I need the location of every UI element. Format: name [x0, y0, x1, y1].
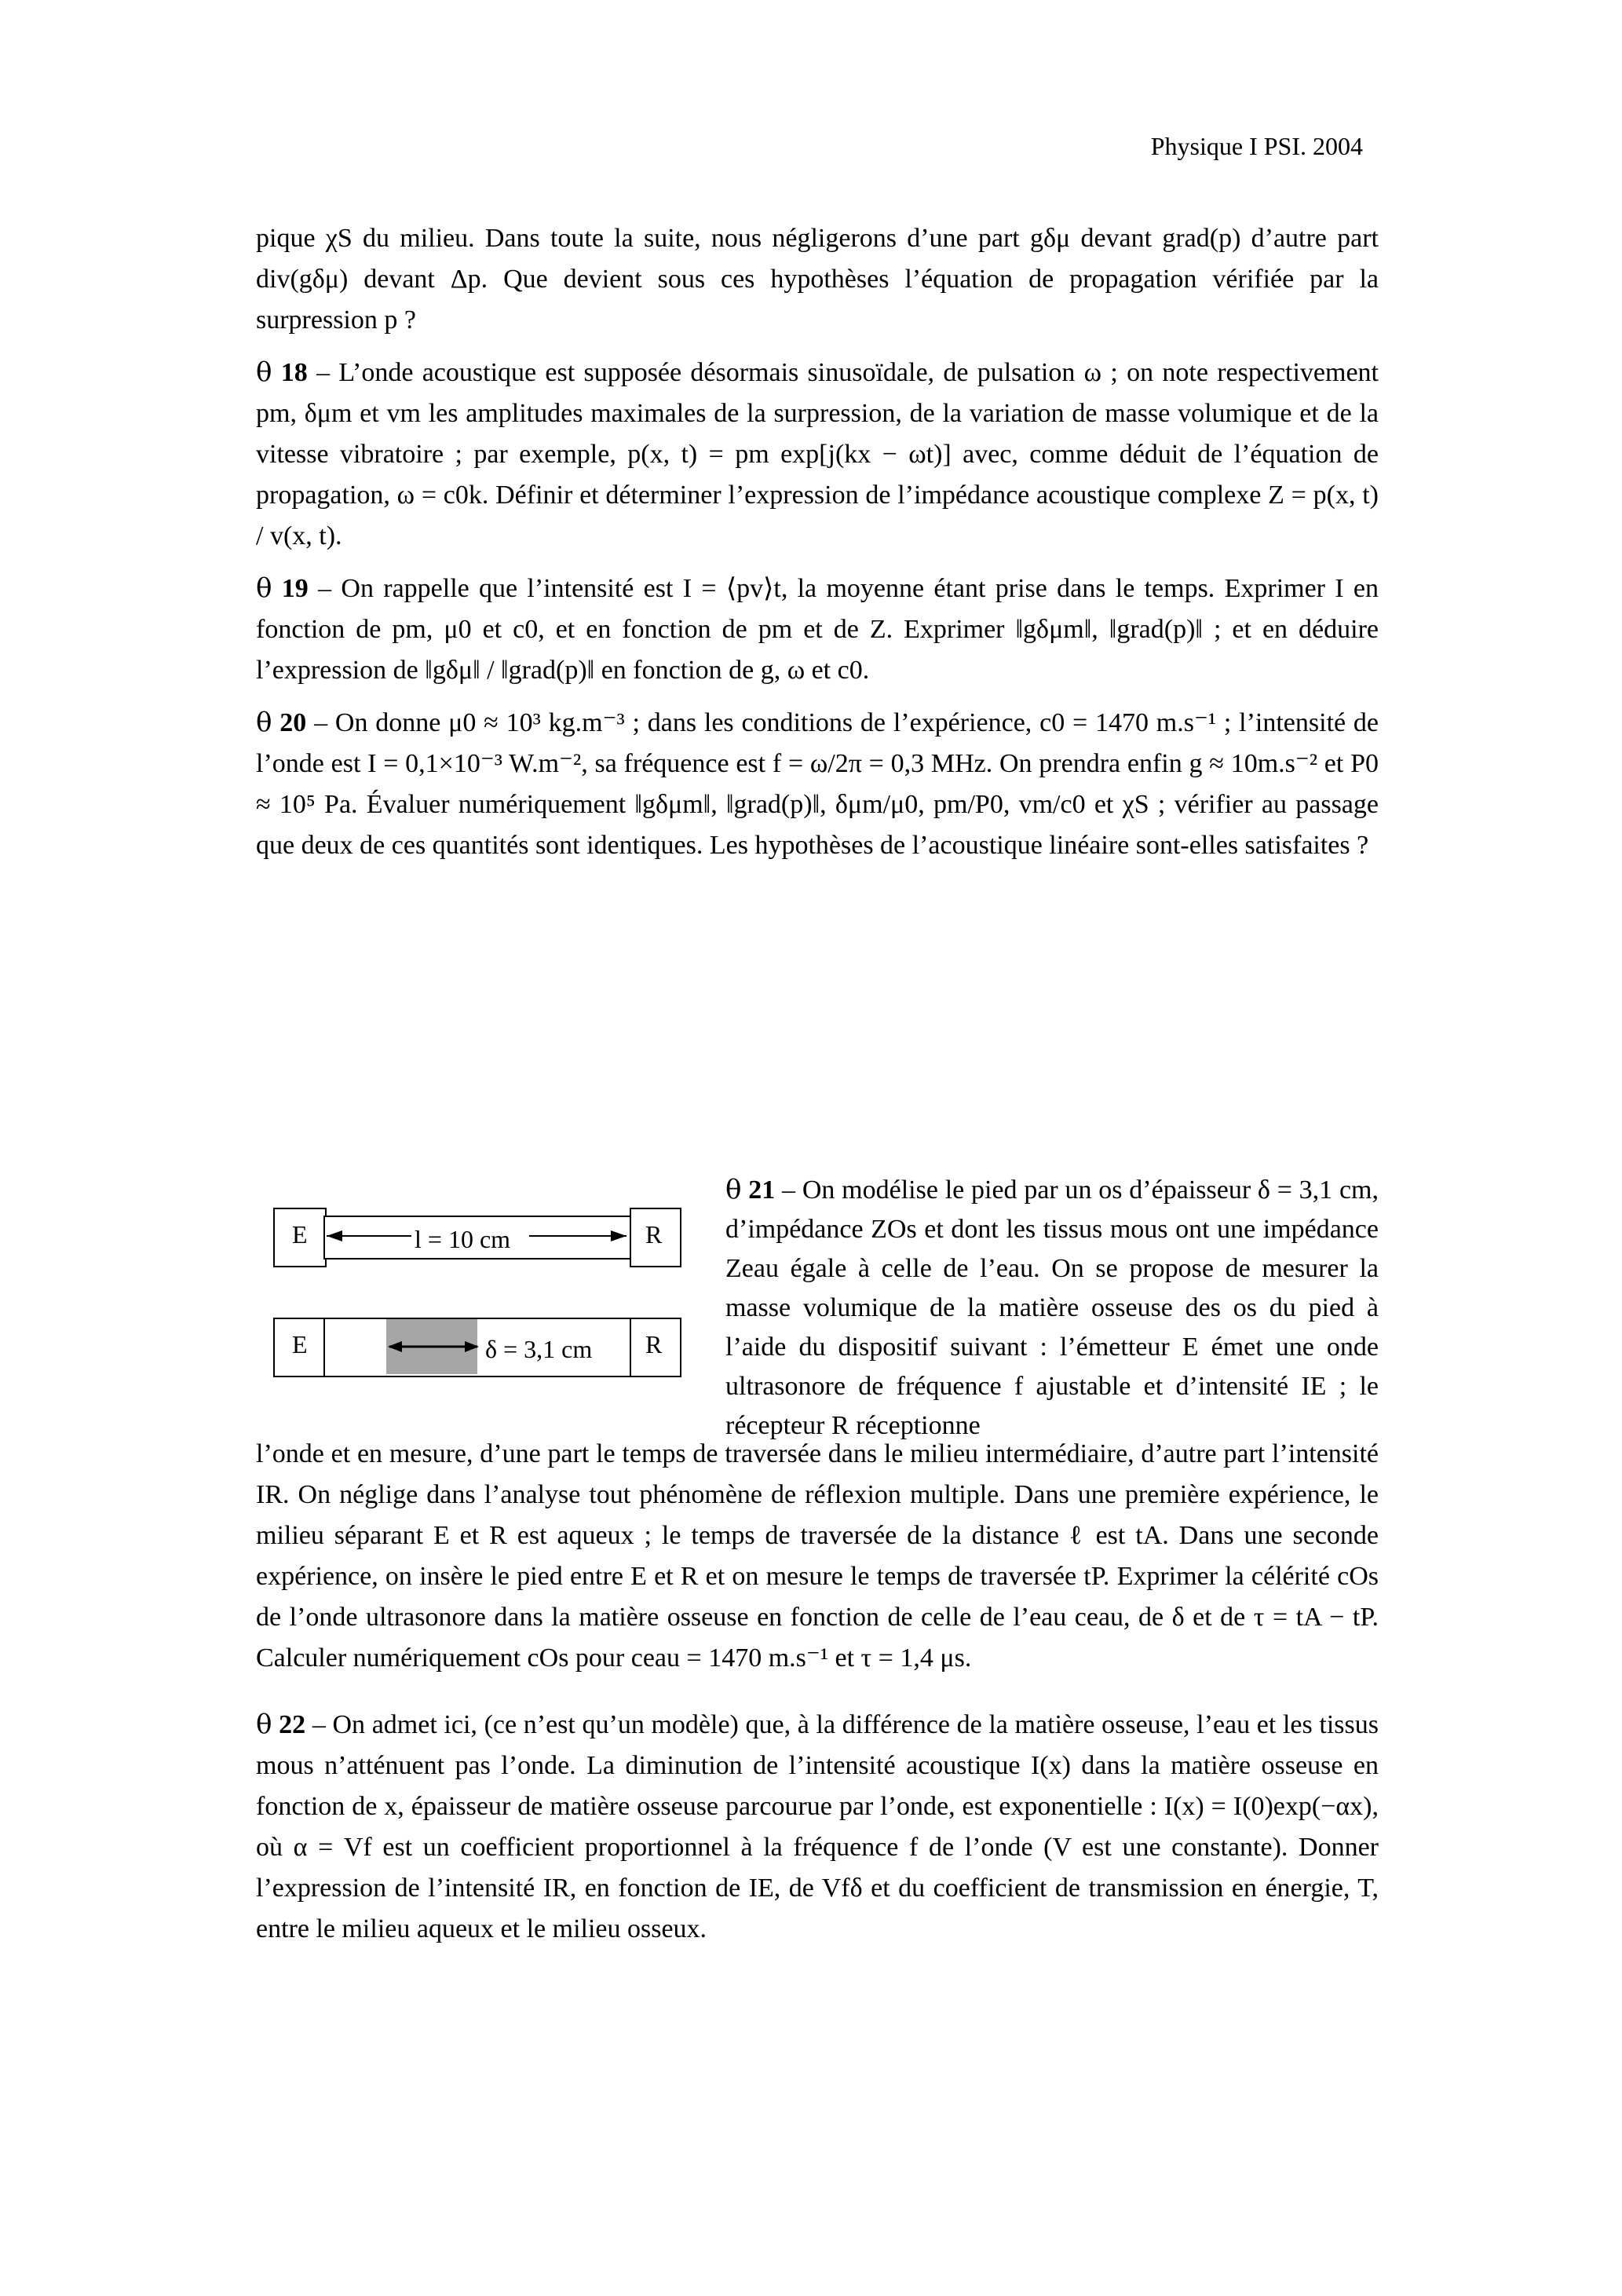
- emitter-box-bottom: [273, 1318, 327, 1377]
- bottom-length-label: δ = 3,1 cm: [485, 1335, 593, 1363]
- question-number: 18: [280, 358, 308, 387]
- question-22-paragraph: [256, 1704, 1379, 1950]
- intro-paragraph: pique χS du milieu. Dans toute la suite, nous négligerons d’une part gδμ devant grad(p) d’autre part div(gδμ) devant Δp. Que devient sous ces hypothèses l’équation de propagation vérifiée par la surpression p ?: [256, 224, 1379, 335]
- bullet-symbol: θ: [256, 572, 272, 604]
- question-number: 20: [279, 708, 307, 737]
- receiver-box-bottom: [630, 1318, 681, 1377]
- receiver-label: R: [645, 1330, 663, 1358]
- question-21-continuation: [256, 1434, 1379, 1690]
- question-21-rest-text: l’onde et en mesure, d’une part le temps de traversée dans le milieu intermédiaire, d’autre part l’intensité IR. On néglige dans l’analyse tout phénomène de réflexion multiple. Dans une première expérience, le milieu séparant E et R est aqueux ; le temps de traversée de la distance ℓ est tA. Dans une seconde expérience, on insère le pied entre E et R et on mesure le temps de traversée tP. Exprimer la célérité cOs de l’onde ultrasonore dans la matière osseuse en fonction de celle de l’eau ceau, de δ et de τ = tA − tP. Calculer numériquement cOs pour ceau = 1470 m.s⁻¹ et τ = 1,4 μs.: [256, 1439, 1379, 1673]
- question-text: – On admet ici, (ce n’est qu’un modèle) que, à la différence de la matière osseuse, l’eau et les tissus mous n’atténuent pas l’onde. La diminution de l’intensité acoustique I(x) dans la matière osseuse en fonction de x, épaisseur de matière osseuse parcourue par l’onde, est exponentielle : I(x) = I(0)exp(−αx), où α = Vf est un coefficient proportionnel à la fréquence f de l’onde (V est une constante). Donner l’expression de l’intensité IR, en fonction de IE, de Vfδ et du coefficient de transmission en énergie, T, entre le milieu aqueux et le milieu osseux.: [256, 1710, 1379, 1943]
- question-18: [256, 352, 1379, 557]
- question-19: [256, 568, 1379, 691]
- receiver-box-top: [630, 1208, 681, 1267]
- question-number: 21: [748, 1175, 776, 1205]
- bullet-symbol: θ: [725, 1174, 742, 1205]
- question-21-intro: [725, 1170, 1379, 1446]
- apparatus-diagram: [273, 1200, 681, 1388]
- top-length-label: l = 10 cm: [415, 1225, 511, 1253]
- question-number: 22: [279, 1710, 306, 1739]
- emitter-box-top: [273, 1208, 327, 1267]
- bullet-symbol: θ: [256, 356, 272, 388]
- question-20: [256, 702, 1379, 866]
- question-number: 19: [281, 574, 309, 603]
- bullet-symbol: θ: [256, 707, 272, 738]
- question-text: – On modélise le pied par un os d’épaisseur δ = 3,1 cm, d’impédance ZOs et dont les tissus mous ont une impédance Zeau égale à celle de l’eau. On se propose de mesurer la masse volumique de la matière osseuse des os du pied à l’aide du dispositif suivant : l’émetteur E émet une onde ultrasonore de fréquence f ajustable et d’intensité IE ; le récepteur R réceptionne: [725, 1175, 1379, 1440]
- length-arrow-bottom: [386, 1319, 480, 1374]
- bullet-symbol: θ: [256, 1709, 272, 1740]
- emitter-label: E: [292, 1330, 308, 1358]
- question-text: – On rappelle que l’intensité est I = ⟨pv⟩t, la moyenne étant prise dans le temps. Exprimer I en fonction de pm, μ0 et c0, et en fonction de pm et de Z. Exprimer ‖gδμm‖, ‖grad(p)‖ ; et en déduire l’expression de ‖gδμ‖ / ‖grad(p)‖ en fonction de g, ω et c0.: [256, 574, 1379, 685]
- question-22: [256, 1704, 1379, 1961]
- question-text: – On donne μ0 ≈ 10³ kg.m⁻³ ; dans les conditions de l’expérience, c0 = 1470 m.s⁻¹ ; l’intensité de l’onde est I = 0,1×10⁻³ W.m⁻², sa fréquence est f = ω/2π = 0,3 MHz. On prendra enfin g ≈ 10m.s⁻² et P0 ≈ 10⁵ Pa. Évaluer numériquement ‖gδμm‖, ‖grad(p)‖, δμm/μ0, pm/P0, vm/c0 et χS ; vérifier au passage que deux de ces quantités sont identiques. Les hypothèses de l’acoustique linéaire sont-elles satisfaites ?: [256, 708, 1379, 860]
- question-text: – L’onde acoustique est supposée désormais sinusoïdale, de pulsation ω ; on note respectivement pm, δμm et vm les amplitudes maximales de la surpression, de la variation de masse volumique et de la vitesse vibratoire ; par exemple, p(x, t) = pm exp[j(kx − ωt)] avec, comme déduit de l’équation de propagation, ω = c0k. Définir et déterminer l’expression de l’impédance acoustique complexe Z = p(x, t) / v(x, t).: [256, 358, 1379, 550]
- receiver-label: R: [645, 1220, 663, 1249]
- page-header: Physique I PSI. 2004: [1150, 132, 1363, 160]
- emitter-label: E: [292, 1220, 308, 1249]
- text-block-top: [256, 218, 1379, 877]
